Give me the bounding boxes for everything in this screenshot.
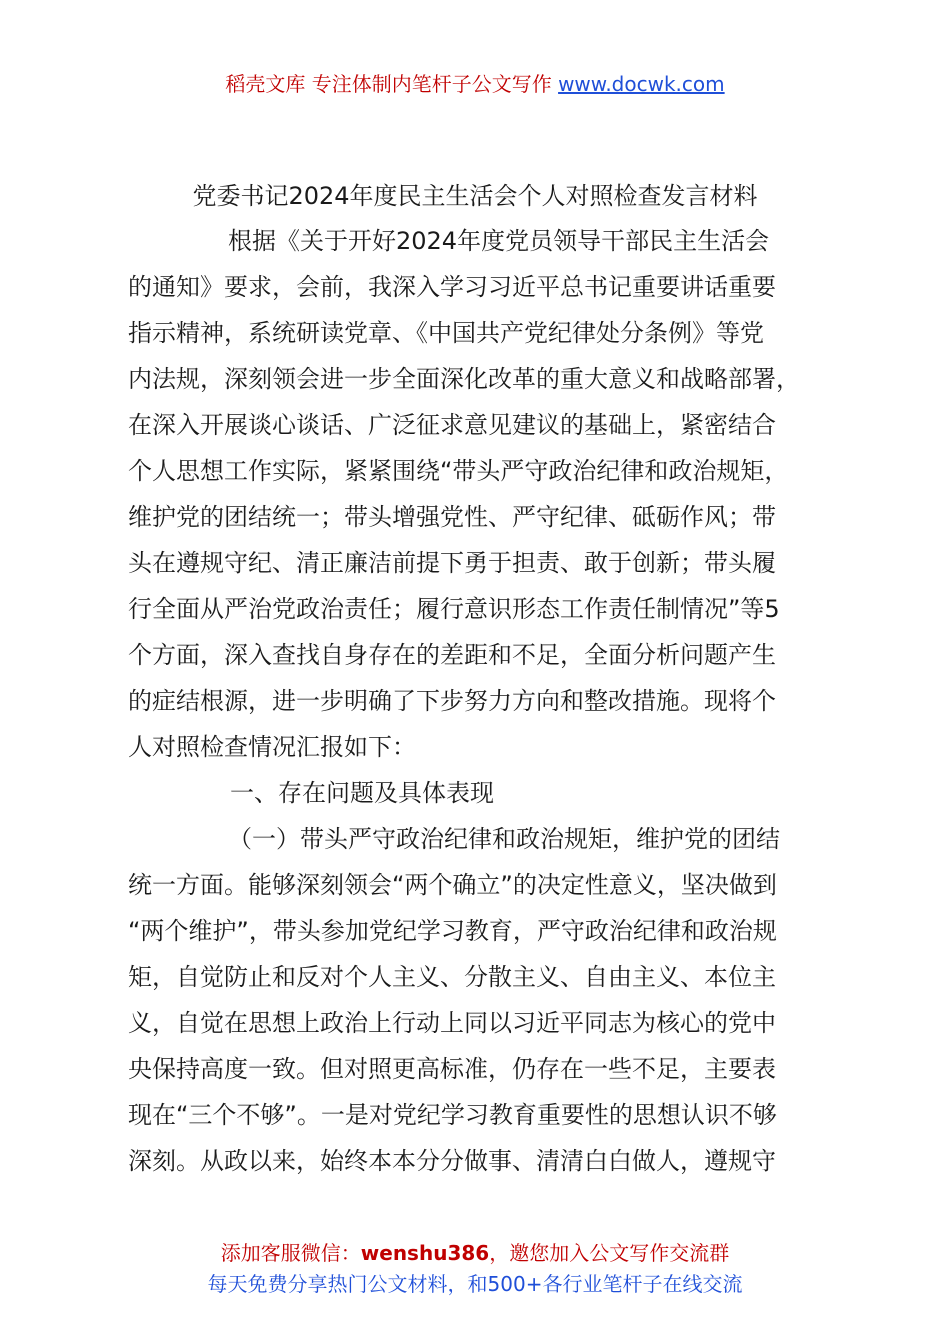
paragraph-line: 的通知》要求，会前，我深入学习习近平总书记重要讲话重要 [128, 273, 776, 301]
footer-share-line: 每天免费分享热门公文材料，和500+各行业笔杆子在线交流 [207, 1272, 743, 1296]
paragraph-line: 个方面，深入查找自身存在的差距和不足，全面分析问题产生 [128, 641, 776, 669]
header-banner [0, 68, 950, 100]
paragraph-line: 义，自觉在思想上政治上行动上同以习近平同志为核心的党中 [128, 1009, 776, 1037]
document-body [128, 218, 828, 1184]
paragraph-line: 在深入开展谈心谈话、广泛征求意见建议的基础上，紧密结合 [128, 411, 776, 439]
header-website-link[interactable]: www.docwk.com [558, 72, 725, 96]
footer-contact-line [0, 1238, 950, 1269]
paragraph-line: 现在“三个不够”。一是对党纪学习教育重要性的思想认识不够 [128, 1101, 777, 1129]
subsection-heading-line: （一）带头严守政治纪律和政治规矩，维护党的团结 [228, 825, 780, 853]
paragraph-line: 矩，自觉防止和反对个人主义、分散主义、自由主义、本位主 [128, 963, 776, 991]
footer-wechat-id: wenshu386 [360, 1241, 490, 1265]
footer-contact-suffix: ，邀您加入公文写作交流群 [489, 1241, 730, 1265]
paragraph-line: 人对照检查情况汇报如下： [128, 733, 416, 761]
paragraph-line: 头在遵规守纪、清正廉洁前提下勇于担责、敢于创新；带头履 [128, 549, 776, 577]
document-title: 党委书记2024年度民主生活会个人对照检查发言材料 [192, 182, 758, 210]
paragraph-line: “两个维护”，带头参加党纪学习教育，严守政治纪律和政治规 [128, 917, 777, 945]
paragraph-line: 个人思想工作实际，紧紧围绕“带头严守政治纪律和政治规矩， [128, 457, 789, 485]
paragraph-line: 根据《关于开好2024年度党员领导干部民主生活会 [228, 227, 770, 255]
paragraph-line: 央保持高度一致。但对照更高标准，仍存在一些不足，主要表 [128, 1055, 776, 1083]
section-heading: 一、存在问题及具体表现 [230, 779, 494, 807]
header-brand-text: 稻壳文库 专注体制内笔杆子公文写作 [225, 72, 559, 96]
paragraph-line: 行全面从严治党政治责任；履行意识形态工作责任制情况”等5 [128, 595, 780, 623]
paragraph-line: 维护党的团结统一；带头增强党性、严守纪律、砥砺作风；带 [128, 503, 776, 531]
paragraph-line: 指示精神，系统研读党章、《中国共产党纪律处分条例》等党 [128, 319, 764, 347]
footer-promo [0, 1238, 950, 1300]
paragraph-line: 深刻。从政以来，始终本本分分做事、清清白白做人，遵规守 [128, 1147, 776, 1175]
footer-contact-prefix: 添加客服微信： [220, 1241, 361, 1265]
paragraph-line: 内法规，深刻领会进一步全面深化改革的重大意义和战略部署， [128, 365, 800, 393]
paragraph-line: 的症结根源，进一步明确了下步努力方向和整改措施。现将个 [128, 687, 776, 715]
paragraph-line: 统一方面。能够深刻领会“两个确立”的决定性意义，坚决做到 [128, 871, 777, 899]
